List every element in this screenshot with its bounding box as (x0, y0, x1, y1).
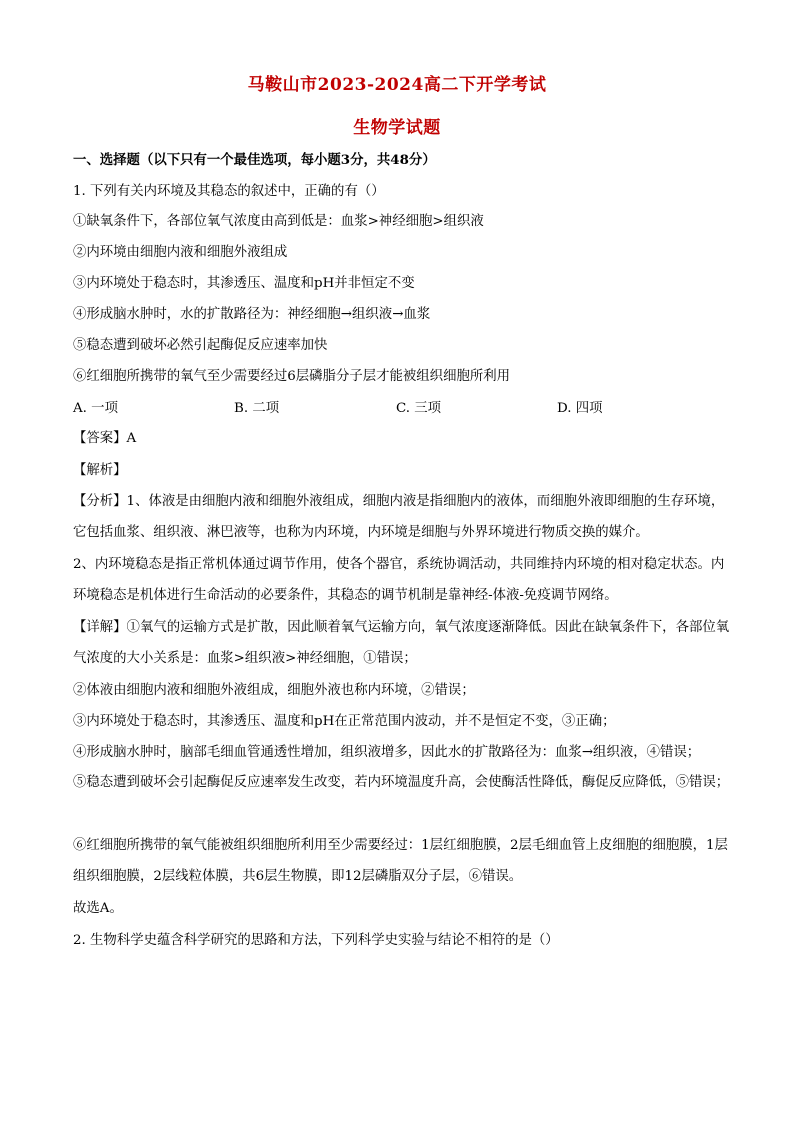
question-1-item-5: ⑤稳态遭到破坏必然引起酶促反应速率加快 (73, 338, 328, 353)
detail-conclusion: 故选A。 (73, 901, 123, 916)
question-1-item-2: ②内环境由细胞内液和细胞外液组成 (73, 245, 288, 260)
exam-title: 马鞍山市2023-2024高二下开学考试 (247, 75, 547, 95)
question-1-item-1: ①缺氧条件下，各部位氧气浓度由高到低是：血浆>神经细胞>组织液 (73, 214, 484, 229)
option-d: D. 四项 (557, 401, 603, 416)
analysis-paragraph-2: 2、内环境稳态是指正常机体通过调节作用，使各个器官，系统协调活动，共同维持内环境的相对稳定状态。内环境稳态是机体进行生命活动的必要条件，其稳态的调节机制是靠神经-体液-免疫调节网络。 (73, 557, 725, 603)
answer-line: 【答案】A (73, 431, 137, 446)
option-c: C. 三项 (396, 401, 442, 416)
detail-paragraph-5: ⑤稳态遭到破坏会引起酶促反应速率发生改变，若内环境温度升高，会使酶活性降低，酶促反应降低，⑤错误； (73, 775, 730, 790)
detail-paragraph-2: ②体液由细胞内液和细胞外液组成，细胞外液也称内环境，②错误； (73, 683, 475, 698)
analysis-paragraph-1: 【分析】1、体液是由细胞内液和细胞外液组成，细胞内液是指细胞内的液体，而细胞外液即细胞的生存环境，它包括血浆、组织液、淋巴液等，也称为内环境，内环境是细胞与外界环境进行物质交换的媒介。 (73, 494, 725, 540)
detail-paragraph-1: 【详解】①氧气的运输方式是扩散，因此顺着氧气运输方向，氧气浓度逐渐降低。因此在缺氧条件下，各部位氧气浓度的大小关系是：血浆>组织液>神经细胞，①错误； (73, 620, 730, 666)
exam-subtitle: 生物学试题 (353, 118, 441, 138)
question-2-stem: 2. 生物科学史蕴含科学研究的思路和方法，下列科学史实验与结论不相符的是（） (73, 933, 559, 948)
question-1-item-4: ④形成脑水肿时，水的扩散路径为：神经细胞→组织液→血浆 (73, 307, 431, 322)
detail-paragraph-4: ④形成脑水肿时，脑部毛细血管通透性增加，组织液增多，因此水的扩散路径为：血浆→组织液，④错误； (73, 745, 701, 760)
section-heading: 一、选择题（以下只有一个最佳选项，每小题3分，共48分） (73, 152, 436, 168)
question-1-item-6: ⑥红细胞所携带的氧气至少需要经过6层磷脂分子层才能被组织细胞所利用 (73, 369, 511, 384)
detail-paragraph-6: ⑥红细胞所携带的氧气能被组织细胞所利用至少需要经过：1层红细胞膜，2层毛细血管上皮细胞的细胞膜，1层组织细胞膜，2层线粒体膜，共6层生物膜，即12层磷脂双分子层，⑥错误。 (73, 838, 728, 884)
analysis-label: 【解析】 (73, 463, 127, 478)
question-1-item-3: ③内环境处于稳态时，其渗透压、温度和pH并非恒定不变 (73, 276, 415, 291)
question-1-stem: 1. 下列有关内环境及其稳态的叙述中，正确的有（） (73, 184, 385, 199)
option-a: A. 一项 (73, 401, 118, 416)
option-b: B. 二项 (234, 401, 280, 416)
detail-paragraph-3: ③内环境处于稳态时，其渗透压、温度和pH在正常范围内波动，并不是恒定不变，③正确； (73, 714, 616, 729)
